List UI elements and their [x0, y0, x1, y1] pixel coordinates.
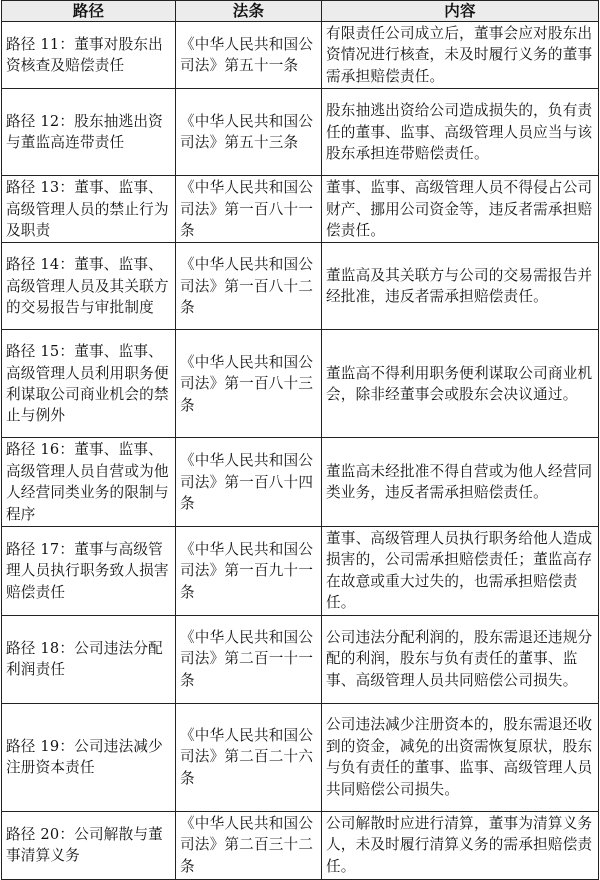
law-cell: 《中华人民共和国公司法》第一百八十三条: [176, 330, 322, 438]
table-row: [2, 615, 599, 703]
legal-paths-table: [1, 0, 599, 880]
table-row: [2, 703, 599, 811]
path-cell: 路径 18：公司违法分配利润责任: [2, 615, 176, 703]
header-content: 内容: [322, 1, 599, 22]
table-row: [2, 89, 599, 176]
content-cell: 公司解散时应进行清算，董事为清算义务人，未及时履行清算义务的需承担赔偿责任。: [322, 811, 599, 879]
path-cell: 路径 11：董事对股东出资核查及赔偿责任: [2, 22, 176, 89]
law-cell: 《中华人民共和国公司法》第一百八十二条: [176, 243, 322, 330]
table-row: [2, 811, 599, 879]
header-law: 法条: [176, 1, 322, 22]
table-row: [2, 438, 599, 527]
table-row: [2, 330, 599, 438]
law-cell: 《中华人民共和国公司法》第一百八十四条: [176, 438, 322, 527]
path-cell: 路径 20：公司解散与董事清算义务: [2, 811, 176, 879]
path-cell: 路径 13：董事、监事、高级管理人员的禁止行为及职责: [2, 176, 176, 243]
content-cell: 股东抽逃出资给公司造成损失的，负有责任的董事、监事、高级管理人员应当与该股东承担连带赔偿责任。: [322, 89, 599, 176]
content-cell: 董监高及其关联方与公司的交易需报告并经批准，违反者需承担赔偿责任。: [322, 243, 599, 330]
content-cell: 有限责任公司成立后，董事会应对股东出资情况进行核查，未及时履行义务的董事需承担赔偿责任。: [322, 22, 599, 89]
path-cell: 路径 14：董事、监事、高级管理人员及其关联方的交易报告与审批制度: [2, 243, 176, 330]
content-cell: 董监高未经批准不得自营或为他人经营同类业务，违反者需承担赔偿责任。: [322, 438, 599, 527]
path-cell: 路径 19：公司违法减少注册资本责任: [2, 703, 176, 811]
table-row: [2, 176, 599, 243]
path-cell: 路径 12：股东抽逃出资与董监高连带责任: [2, 89, 176, 176]
law-cell: 《中华人民共和国公司法》第五十三条: [176, 89, 322, 176]
law-cell: 《中华人民共和国公司法》第二百三十二条: [176, 811, 322, 879]
law-cell: 《中华人民共和国公司法》第二百一十一条: [176, 615, 322, 703]
table-row: [2, 527, 599, 616]
content-cell: 公司违法分配利润的，股东需退还违规分配的利润，股东与负有责任的董事、监事、高级管理人员共同赔偿公司损失。: [322, 615, 599, 703]
content-cell: 董事、监事、高级管理人员不得侵占公司财产、挪用公司资金等，违反者需承担赔偿责任。: [322, 176, 599, 243]
table-header-row: [2, 1, 599, 22]
content-cell: 公司违法减少注册资本的，股东需退还收到的资金，减免的出资需恢复原状，股东与负有责任的董事、监事、高级管理人员共同赔偿公司损失。: [322, 703, 599, 811]
law-cell: 《中华人民共和国公司法》第二百二十六条: [176, 703, 322, 811]
table-row: [2, 243, 599, 330]
header-path: 路径: [2, 1, 176, 22]
law-cell: 《中华人民共和国公司法》第五十一条: [176, 22, 322, 89]
law-cell: 《中华人民共和国公司法》第一百九十一条: [176, 527, 322, 616]
law-cell: 《中华人民共和国公司法》第一百八十一条: [176, 176, 322, 243]
path-cell: 路径 15：董事、监事、高级管理人员利用职务便利谋取公司商业机会的禁止与例外: [2, 330, 176, 438]
path-cell: 路径 16：董事、监事、高级管理人员自营或为他人经营同类业务的限制与程序: [2, 438, 176, 527]
table-row: [2, 22, 599, 89]
content-cell: 董监高不得利用职务便利谋取公司商业机会，除非经董事会或股东会决议通过。: [322, 330, 599, 438]
path-cell: 路径 17：董事与高级管理人员执行职务致人损害赔偿责任: [2, 527, 176, 616]
content-cell: 董事、高级管理人员执行职务给他人造成损害的，公司需承担赔偿责任；董监高存在故意或重大过失的，也需承担赔偿责任。: [322, 527, 599, 616]
